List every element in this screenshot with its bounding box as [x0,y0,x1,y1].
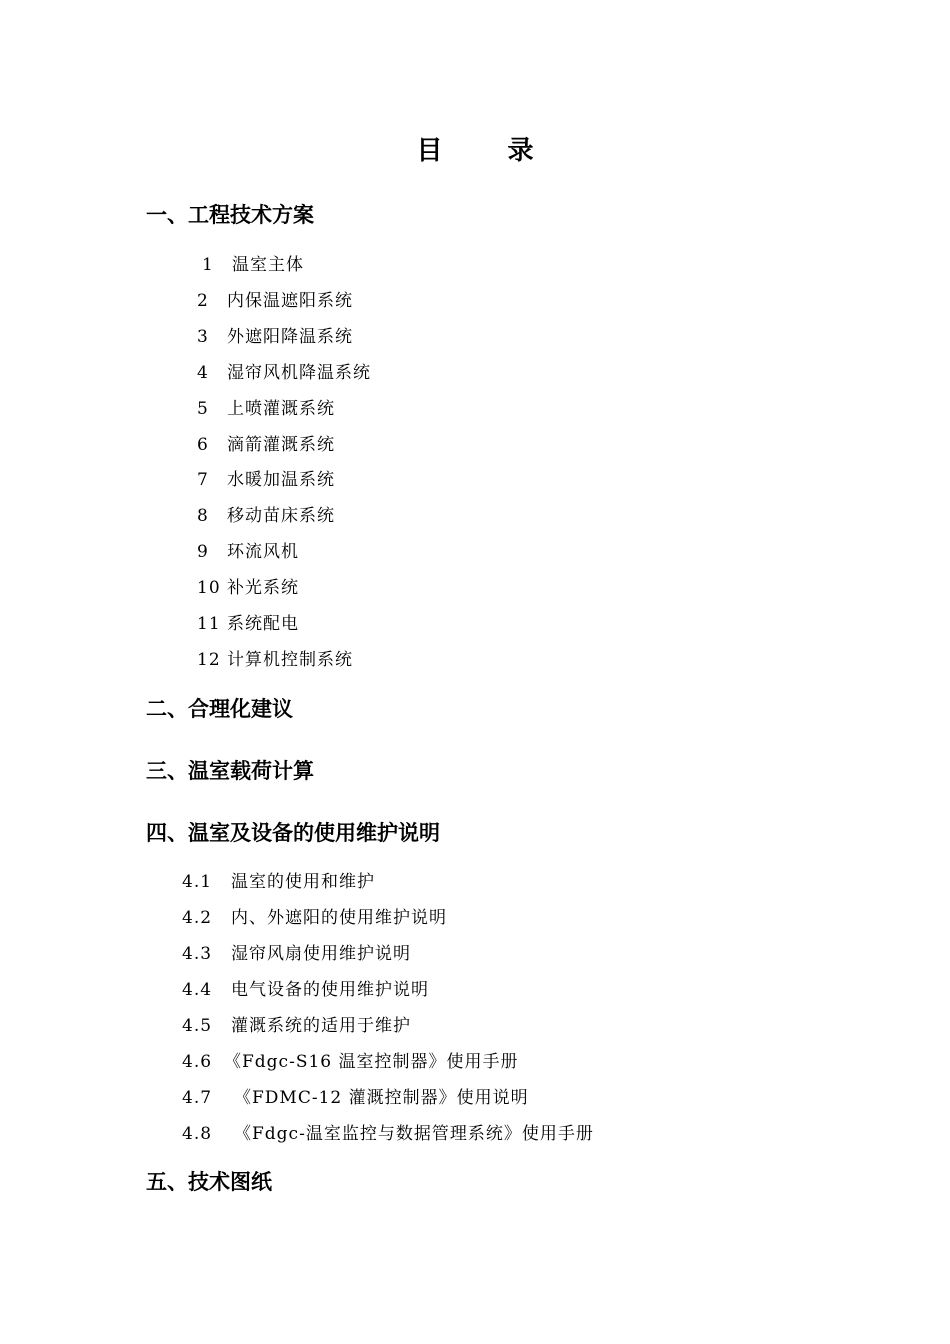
toc-item [197,468,335,492]
toc-item [182,1086,529,1110]
toc-item [182,870,375,894]
toc-item [182,942,411,966]
toc-item-text: 《FDMC-12 灌溉控制器》使用说明 [234,1088,529,1108]
page-title: 目 录 [416,136,562,166]
toc-item [182,1050,519,1074]
toc-item [182,1014,411,1038]
toc-item-number: 4 [197,363,209,383]
toc-item-text: 补光系统 [227,578,299,598]
toc-item-text: 移动苗床系统 [227,506,335,526]
toc-item-text: 外遮阳降温系统 [227,327,353,347]
toc-item-text: 上喷灌溉系统 [227,399,335,419]
toc-item [182,906,447,930]
toc-item [197,325,353,349]
toc-item-number: 6 [197,435,209,455]
toc-item [202,253,304,277]
toc-item-number: 4.6 [182,1052,213,1072]
toc-item-number: 2 [197,291,209,311]
section-heading-5: 五、技术图纸 [146,1170,272,1194]
toc-item-number: 1 [202,255,214,275]
toc-item-text: 《Fdgc-温室监控与数据管理系统》使用手册 [234,1124,594,1144]
toc-item-text: 电气设备的使用维护说明 [231,980,429,1000]
toc-item [197,433,335,457]
toc-item-number: 11 [197,614,221,634]
toc-item-number: 4.4 [182,980,213,1000]
toc-item [197,576,299,600]
toc-item-number: 9 [197,542,209,562]
toc-item-number: 8 [197,506,209,526]
toc-item-text: 计算机控制系统 [227,650,353,670]
toc-item [197,504,335,528]
toc-item-text: 滴箭灌溉系统 [227,435,335,455]
toc-item [197,397,335,421]
section-heading-2: 二、合理化建议 [146,697,293,721]
toc-item-text: 水暖加温系统 [227,470,335,490]
toc-item-text: 内保温遮阳系统 [227,291,353,311]
toc-item-number: 3 [197,327,209,347]
toc-item-number: 4.1 [182,872,213,892]
toc-item [197,612,299,636]
toc-item-text: 湿帘风机降温系统 [227,363,371,383]
toc-item-number: 5 [197,399,209,419]
toc-item-text: 温室主体 [232,255,304,275]
section-heading-4: 四、温室及设备的使用维护说明 [146,821,440,845]
toc-item [197,289,353,313]
toc-item [182,978,429,1002]
toc-item-number: 4.2 [182,908,213,928]
section-heading-1: 一、工程技术方案 [146,203,314,227]
toc-item-number: 4.8 [182,1124,213,1144]
toc-item [197,648,353,672]
toc-item-text: 灌溉系统的适用于维护 [231,1016,411,1036]
toc-item [197,361,371,385]
toc-item-number: 4.7 [182,1088,213,1108]
toc-item-text: 环流风机 [227,542,299,562]
toc-item [197,540,299,564]
toc-item-number: 7 [197,470,209,490]
toc-item-number: 10 [197,578,221,598]
toc-item-text: 内、外遮阳的使用维护说明 [231,908,447,928]
toc-item-number: 4.3 [182,944,213,964]
toc-item-text: 湿帘风扇使用维护说明 [231,944,411,964]
toc-item-text: 系统配电 [227,614,299,634]
toc-item-text: 《Fdgc-S16 温室控制器》使用手册 [224,1052,519,1072]
toc-item-number: 4.5 [182,1016,213,1036]
toc-item-text: 温室的使用和维护 [231,872,375,892]
toc-item [182,1122,594,1146]
toc-item-number: 12 [197,650,221,670]
section-heading-3: 三、温室载荷计算 [146,759,314,783]
